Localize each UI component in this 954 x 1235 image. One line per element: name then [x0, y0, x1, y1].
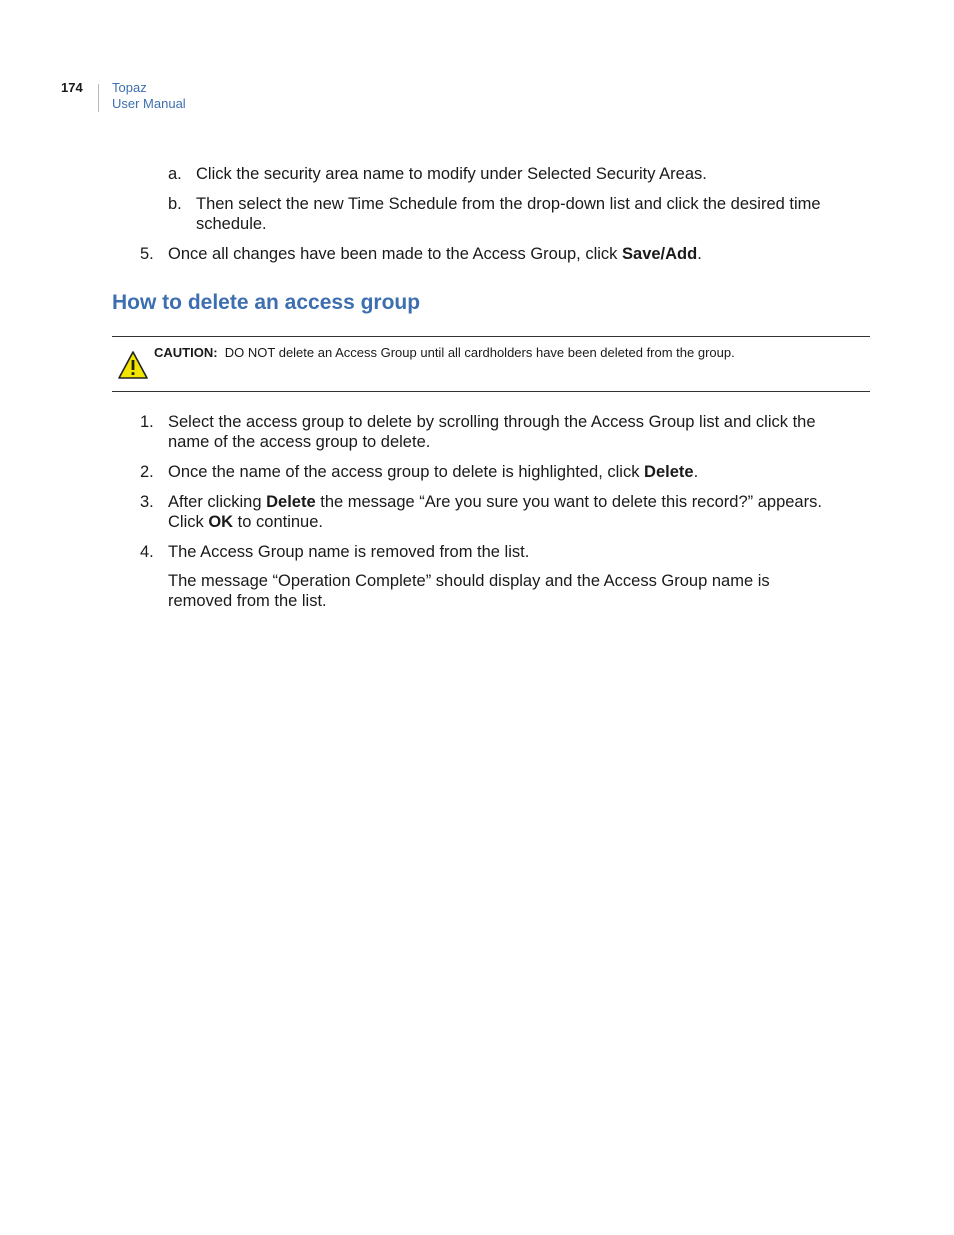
caution-top-rule [112, 336, 870, 337]
step-2-text [168, 462, 698, 482]
step-2-pre: Once the name of the access group to delete is highlighted, click [168, 463, 645, 481]
step-2-marker: 2. [140, 463, 154, 481]
page-number: 174 [61, 80, 83, 95]
step-3-post1: the message “Are you sure you want to delete this record?” appears. [315, 493, 822, 511]
step-3-marker: 3. [140, 493, 154, 511]
step-3-line2 [168, 512, 323, 532]
manual-title: User Manual [112, 96, 186, 111]
caution-label: CAUTION: [154, 345, 218, 360]
substep-b-line2: schedule. [196, 215, 267, 233]
note-line2: removed from the list. [168, 592, 327, 610]
step-4-text: The Access Group name is removed from the list. [168, 543, 530, 561]
step-5-post: . [697, 245, 702, 263]
step-1-line2: name of the access group to delete. [168, 433, 431, 451]
step-5-marker: 5. [140, 245, 154, 263]
note-line1: The message “Operation Complete” should display and the Access Group name is [168, 572, 770, 590]
delete-label: Delete [644, 463, 694, 481]
product-name: Topaz [112, 80, 147, 95]
substep-b-marker: b. [168, 195, 182, 213]
step-5-pre: Once all changes have been made to the Access Group, click [168, 245, 623, 263]
caution-bottom-rule [112, 391, 870, 392]
step-1-line1: Select the access group to delete by scrolling through the Access Group list and click the [168, 413, 816, 431]
caution-message [154, 345, 735, 361]
save-add-label: Save/Add [622, 245, 698, 263]
step-3-pre2: Click [168, 513, 209, 531]
substep-b-line1: Then select the new Time Schedule from the drop-down list and click the desired time [196, 195, 821, 213]
ok-label: OK [208, 513, 234, 531]
step-5-text [168, 244, 702, 264]
delete-label-2: Delete [266, 493, 316, 511]
step-1-marker: 1. [140, 413, 154, 431]
substep-a-marker: a. [168, 165, 182, 183]
section-heading: How to delete an access group [112, 291, 421, 314]
step-2-post: . [693, 463, 699, 481]
step-4-marker: 4. [140, 543, 154, 561]
caution-body: DO NOT delete an Access Group until all cardholders have been deleted from the group. [224, 345, 735, 360]
step-3-pre1: After clicking [168, 493, 267, 511]
warning-triangle-icon [117, 350, 149, 380]
step-3-line1 [168, 492, 822, 512]
step-3-post2: to continue. [233, 513, 323, 531]
header-divider [98, 84, 99, 112]
substep-a-text: Click the security area name to modify under Selected Security Areas. [196, 165, 707, 183]
